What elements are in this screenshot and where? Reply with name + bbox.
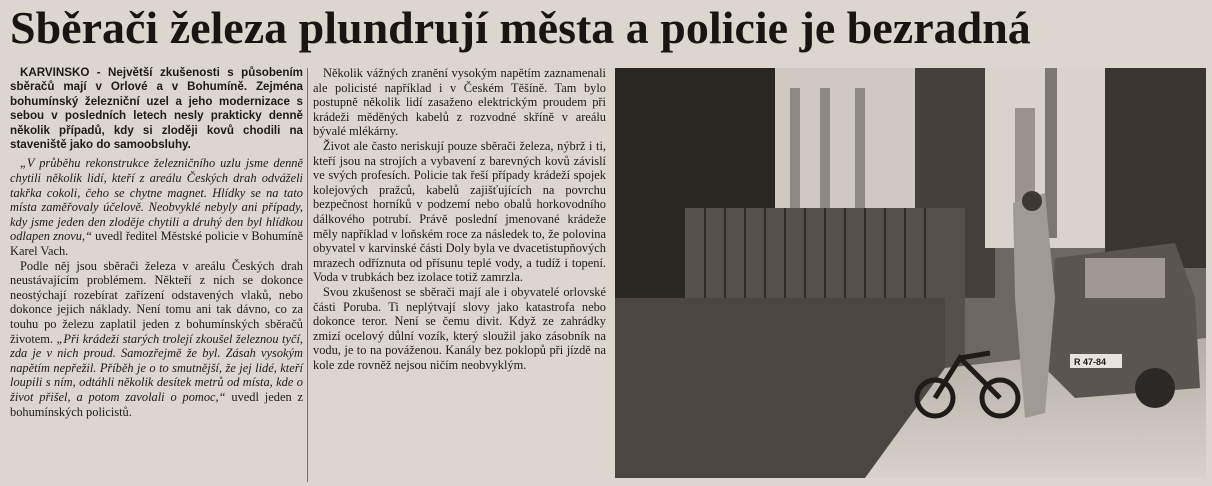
paragraph-1-tail: uvedl ředitel Městské policie v Bohumíně Karel Vach.	[10, 229, 303, 258]
column-rule	[307, 68, 308, 482]
paragraph-4: Život ale často neriskují pouze sběrači železa, nýbrž i ti, kteří jsou na strojích a vybavení z barevných kovů závislí ve svých profesích. Policie tak řeší případy krádeží spojek kolejových pražců, kabelů zajišťujících na povrchu bezpečnost horníků v podzemí nebo obalů horkovodního dálkového potrubí. Právě poslední jmenované krádeže měly například v loňském roce za následek to, že polovina obyvatel v karvinské části Doly byla ve dvacetistupňových mrazech odříznuta od přísunu teplé vody, a tudíž i topení. Voda v trubkách bez izolace totiž zamrzla.	[313, 138, 606, 285]
article-photo	[615, 68, 1206, 478]
photo-illustration	[615, 68, 1206, 478]
lead-paragraph: KARVINSKO - Největší zkušenosti s působením sběračů mají v Orlové a v Bohumíně. Zejména bohumínský železniční uzel a jeho modernizace s sebou v posledních letech nesly prakticky denně několik případů, kdy si zloději kovů chodili na staveniště jako do samoobsluhy.	[10, 66, 303, 152]
paragraph-2	[10, 259, 303, 420]
paragraph-2-start: Podle něj jsou sběrači železa v areálu Českých drah neustávajícím problémem. Někteří z nich se dokonce neostýchají rozebírat zařízení odstavených vlaků, nebo dokonce jejich náklady. Není tomu ani tak dávno, co za touhu po železu zaplatil jeden z bohumínských sběračů životem.	[10, 258, 303, 346]
paragraph-5: Svou zkušenost se sběrači mají ale i obyvatelé orlovské části Poruba. Ti neplýtvají slovy jako katastrofa nebo dokonce teror. Není se čemu divit. Když ze zahrádky zmizí ocelový důlní vozík, který sloužil jako zásobník na vodu, je to na pováženou. Kanály bez poklopů při jízdě na kole zde rovněž nejsou ničím neobvyklým.	[313, 284, 606, 372]
column-2	[313, 66, 606, 372]
quote-1: „V průběhu rekonstrukce železničního uzlu jsme denně chytili několik lidí, kteří z areálu Českých drah odváželi takřka cokoli, čeho se chytne magnet. Hlídky se na tato místa zaměřovaly účelově. Neobvyklé nebyly ani případy, kdy jsme jeden den zloděje chytili a druhý den byl hlídkou odlapen znovu,“	[10, 156, 303, 244]
tree-right	[1105, 68, 1206, 268]
paragraph-3: Několik vážných zranění vysokým napětím zaznamenali ale policisté například i v Českém Těšíně. Tam bylo postupně několik lidí zasaženo elektrickým proudem při krádeži měděných kabelů z rozvodné skříně v areálu bývalé mlékárny.	[313, 66, 606, 139]
paragraph-1	[10, 156, 303, 258]
headline: Sběrači železa plundrují města a policie je bezradná	[10, 2, 1031, 53]
paragraph-2-tail: uvedl jeden z bohumínských policistů.	[10, 389, 304, 419]
license-plate-text: R 47-84	[1074, 357, 1107, 367]
column-1	[10, 66, 303, 419]
quote-2: „Při krádeži starých trolejí zkoušel železnou tyčí, zda je v nich proud. Samozřejmě že byl. Zásah vysokým napětím nepřežil. Příběh je o to smutnější, že jej lidé, kteří loupili s ním, odtáhli několik desítek metrů od místa, kde o život přišel, a potom zavolali o pomoc,“	[10, 331, 304, 404]
